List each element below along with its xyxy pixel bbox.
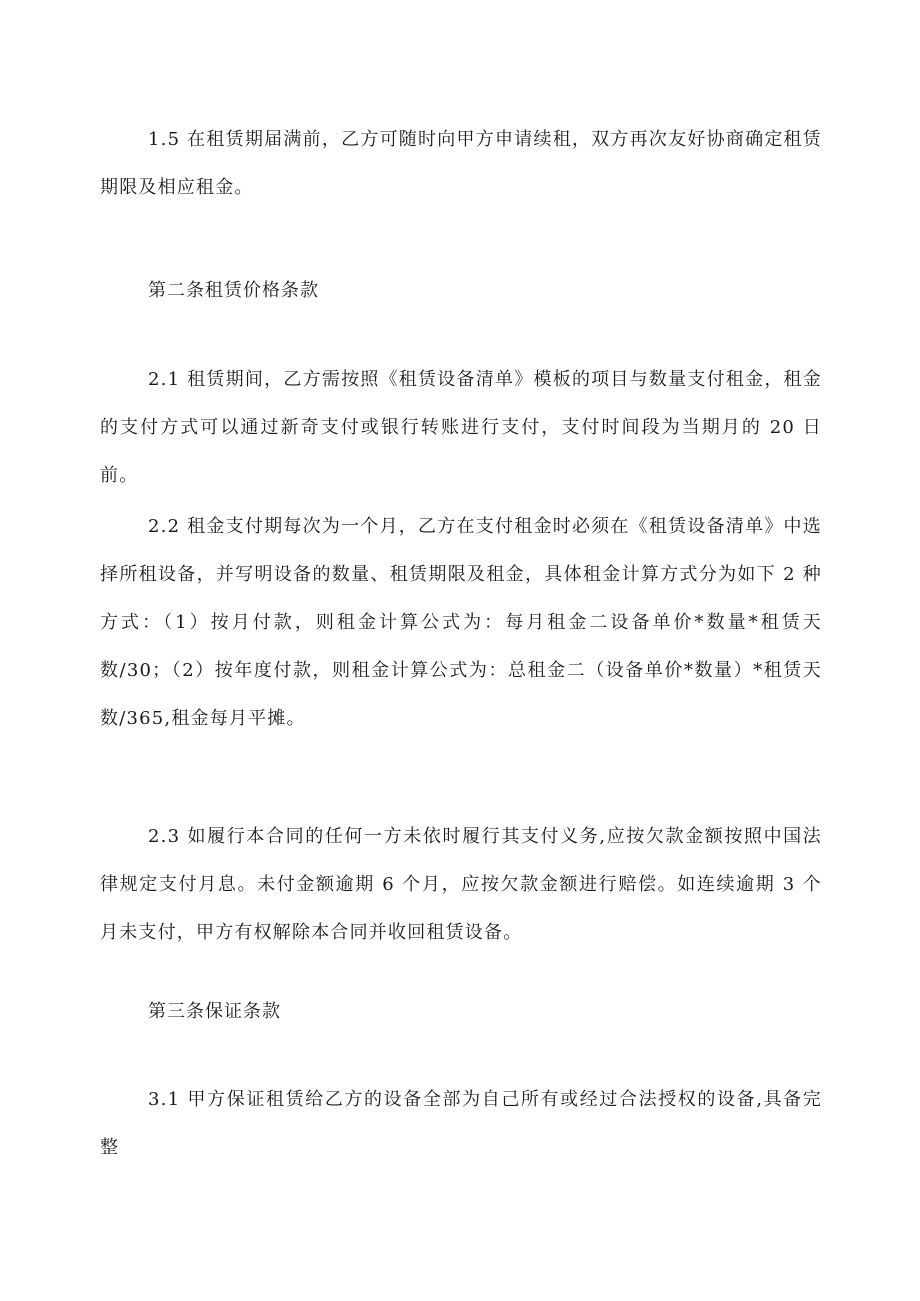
clause-2-1: 2.1 租赁期间，乙方需按照《租赁设备清单》模板的项目与数量支付租金，租金的支付方式可以通过新奇支付或银行转账进行支付，支付时间段为当期月的 20 日前。 [100, 369, 822, 486]
clause-2-3: 2.3 如履行本合同的任何一方未依时履行其支付义务,应按欠款金额按照中国法律规定支付月息。未付金额逾期 6 个月，应按欠款金额进行赔偿。如连续逾期 3 个月未支付，甲方有权解除本合同并收回租赁设备。 [100, 826, 822, 943]
clause-1-5: 1.5 在租赁期届满前，乙方可随时向甲方申请续租，双方再次友好协商确定租赁期限及相应租金。 [100, 129, 822, 198]
section-3-heading: 第三条保证条款 [148, 1001, 281, 1022]
clause-3-1: 3.1 甲方保证租赁给乙方的设备全部为自己所有或经过合法授权的设备,具备完整 [100, 1089, 822, 1158]
clause-2-2: 2.2 租金支付期每次为一个月，乙方在支付租金时必须在《租赁设备清单》中选择所租设备，并写明设备的数量、租赁期限及租金，具体租金计算方式分为如下 2 种方式：（1）按月付款，则租金计算公式为：每月租金二设备单价*数量*租赁天数/30；（2）按年度付款，则租金计算公式为：总租金二（设备单价*数量）*租赁天数/365,租金每月平摊。 [100, 516, 822, 729]
section-2-heading: 第二条租赁价格条款 [148, 280, 319, 301]
